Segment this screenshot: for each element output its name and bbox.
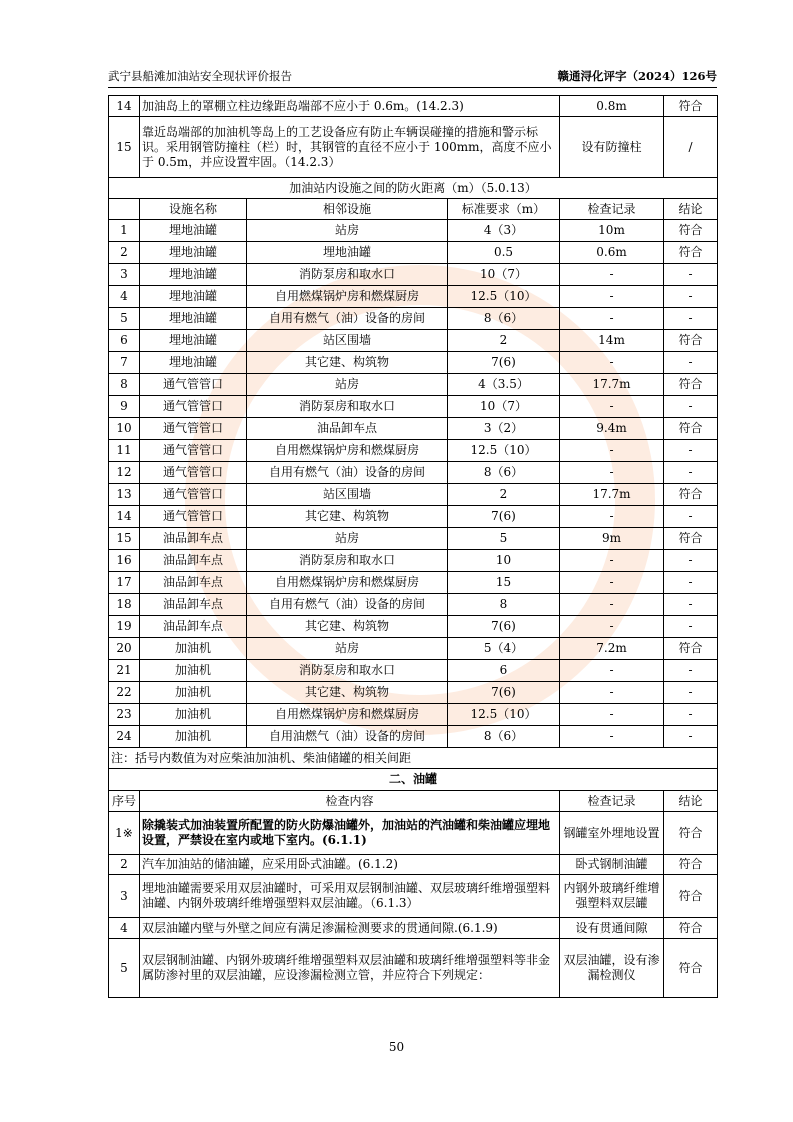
check-result: - xyxy=(664,352,718,374)
check-record: - xyxy=(560,352,664,374)
check-result: 符合 xyxy=(664,855,718,875)
adjacent-facility: 站房 xyxy=(247,374,448,396)
adjacent-facility: 自用燃煤锅炉房和燃煤厨房 xyxy=(247,286,448,308)
check-content: 埋地油罐需要采用双层油罐时，可采用双层钢制油罐、双层玻璃纤维增强塑料油罐、内钢外玻璃纤维增强塑料双层油罐。（6.1.3） xyxy=(140,875,560,918)
table-row xyxy=(109,572,718,594)
row-number: 1※ xyxy=(109,812,140,855)
standard-requirement: 10 xyxy=(448,550,560,572)
column-header: 序号 xyxy=(109,791,140,812)
check-result: 符合 xyxy=(664,918,718,939)
check-record: - xyxy=(560,308,664,330)
row-number: 10 xyxy=(109,418,140,440)
row-number: 7 xyxy=(109,352,140,374)
standard-requirement: 2 xyxy=(448,330,560,352)
table-row xyxy=(109,660,718,682)
table-row xyxy=(109,918,718,939)
column-header: 设施名称 xyxy=(140,199,247,220)
check-result: - xyxy=(664,726,718,748)
table-row xyxy=(109,418,718,440)
row-number: 24 xyxy=(109,726,140,748)
row-number: 3 xyxy=(109,875,140,918)
adjacent-facility: 埋地油罐 xyxy=(247,242,448,264)
facility-name: 通气管管口 xyxy=(140,506,247,528)
facility-name: 通气管管口 xyxy=(140,462,247,484)
table-row xyxy=(109,550,718,572)
adjacent-facility: 消防泵房和取水口 xyxy=(247,550,448,572)
check-result: - xyxy=(664,550,718,572)
check-content: 除撬装式加油装置所配置的防火防爆油罐外，加油站的汽油罐和柴油罐应埋地设置，严禁设在室内或地下室内。(6.1.1) xyxy=(140,812,560,855)
check-record: 10m xyxy=(560,220,664,242)
table-row xyxy=(109,242,718,264)
facility-name: 加油机 xyxy=(140,660,247,682)
adjacent-facility: 自用有燃气（油）设备的房间 xyxy=(247,308,448,330)
check-record: - xyxy=(560,550,664,572)
header-blank xyxy=(109,199,140,220)
standard-requirement: 5 xyxy=(448,528,560,550)
standard-requirement: 8（6） xyxy=(448,308,560,330)
table-row xyxy=(109,396,718,418)
report-title: 武宁县船滩加油站安全现状评价报告 xyxy=(108,69,292,83)
table-note: 注：括号内数值为对应柴油加油机、柴油储罐的相关间距 xyxy=(109,748,718,769)
row-number: 9 xyxy=(109,396,140,418)
adjacent-facility: 自用油燃气（油）设备的房间 xyxy=(247,726,448,748)
column-header: 检查记录 xyxy=(560,199,664,220)
facility-name: 油品卸车点 xyxy=(140,616,247,638)
table-row xyxy=(109,352,718,374)
standard-requirement: 8 xyxy=(448,594,560,616)
row-number: 17 xyxy=(109,572,140,594)
adjacent-facility: 消防泵房和取水口 xyxy=(247,396,448,418)
standard-requirement: 7(6) xyxy=(448,506,560,528)
table-row xyxy=(109,528,718,550)
standard-requirement: 10（7） xyxy=(448,396,560,418)
row-number: 22 xyxy=(109,682,140,704)
check-record: 17.7m xyxy=(560,484,664,506)
check-record: - xyxy=(560,704,664,726)
standard-requirement: 10（7） xyxy=(448,264,560,286)
check-result: / xyxy=(664,117,718,178)
table-row xyxy=(109,812,718,855)
check-record: - xyxy=(560,462,664,484)
check-content: 汽车加油站的储油罐，应采用卧式油罐。(6.1.2) xyxy=(140,855,560,875)
table-row xyxy=(109,594,718,616)
row-number: 5 xyxy=(109,939,140,998)
row-number: 16 xyxy=(109,550,140,572)
facility-name: 通气管管口 xyxy=(140,374,247,396)
table-row xyxy=(109,117,718,178)
table-row xyxy=(109,264,718,286)
adjacent-facility: 自用燃煤锅炉房和燃煤厨房 xyxy=(247,572,448,594)
facility-name: 加油机 xyxy=(140,726,247,748)
adjacent-facility: 自用燃煤锅炉房和燃煤厨房 xyxy=(247,704,448,726)
standard-requirement: 4（3.5） xyxy=(448,374,560,396)
header-row xyxy=(109,791,718,812)
check-result: 符合 xyxy=(664,374,718,396)
facility-name: 通气管管口 xyxy=(140,396,247,418)
adjacent-facility: 油品卸车点 xyxy=(247,418,448,440)
check-result: - xyxy=(664,264,718,286)
check-record: 设有防撞柱 xyxy=(560,117,664,178)
facility-name: 埋地油罐 xyxy=(140,242,247,264)
check-result: - xyxy=(664,704,718,726)
row-number: 21 xyxy=(109,660,140,682)
check-record: - xyxy=(560,616,664,638)
facility-name: 油品卸车点 xyxy=(140,594,247,616)
table-row xyxy=(109,220,718,242)
row-number: 12 xyxy=(109,462,140,484)
report-number: 赣通浔化评字（2024）126号 xyxy=(557,69,717,83)
table-row xyxy=(109,704,718,726)
check-result: - xyxy=(664,682,718,704)
inspection-table xyxy=(108,95,718,998)
facility-name: 埋地油罐 xyxy=(140,330,247,352)
check-record: - xyxy=(560,286,664,308)
table-row xyxy=(109,374,718,396)
check-result: - xyxy=(664,572,718,594)
standard-requirement: 12.5（10） xyxy=(448,704,560,726)
row-number: 4 xyxy=(109,918,140,939)
row-number: 8 xyxy=(109,374,140,396)
row-number: 19 xyxy=(109,616,140,638)
standard-requirement: 15 xyxy=(448,572,560,594)
check-result: 符合 xyxy=(664,220,718,242)
row-number: 13 xyxy=(109,484,140,506)
check-result: - xyxy=(664,594,718,616)
row-number: 23 xyxy=(109,704,140,726)
adjacent-facility: 站区围墙 xyxy=(247,484,448,506)
table-row xyxy=(109,286,718,308)
column-header: 检查内容 xyxy=(140,791,560,812)
adjacent-facility: 站房 xyxy=(247,220,448,242)
header-row xyxy=(109,199,718,220)
check-result: - xyxy=(664,616,718,638)
table-row xyxy=(109,638,718,660)
standard-requirement: 8（6） xyxy=(448,462,560,484)
check-record: - xyxy=(560,396,664,418)
row-number: 15 xyxy=(109,117,140,178)
adjacent-facility: 站房 xyxy=(247,638,448,660)
check-record: - xyxy=(560,506,664,528)
facility-name: 加油机 xyxy=(140,704,247,726)
column-header: 标准要求（m） xyxy=(448,199,560,220)
check-result: 符合 xyxy=(664,939,718,998)
adjacent-facility: 其它建、构筑物 xyxy=(247,616,448,638)
check-record: 14m xyxy=(560,330,664,352)
row-number: 2 xyxy=(109,242,140,264)
table-row xyxy=(109,875,718,918)
check-result: 符合 xyxy=(664,484,718,506)
check-result: 符合 xyxy=(664,418,718,440)
section-title-row xyxy=(109,769,718,791)
facility-name: 通气管管口 xyxy=(140,440,247,462)
check-record: 9.4m xyxy=(560,418,664,440)
row-number: 6 xyxy=(109,330,140,352)
row-number: 2 xyxy=(109,855,140,875)
standard-requirement: 12.5（10） xyxy=(448,440,560,462)
facility-name: 油品卸车点 xyxy=(140,572,247,594)
check-result: 符合 xyxy=(664,638,718,660)
standard-requirement: 7(6) xyxy=(448,616,560,638)
check-record: 设有贯通间隙 xyxy=(560,918,664,939)
check-record: - xyxy=(560,682,664,704)
facility-name: 加油机 xyxy=(140,638,247,660)
adjacent-facility: 消防泵房和取水口 xyxy=(247,264,448,286)
fire-distance-section-title: 加油站内设施之间的防火距离（m）（5.0.13） xyxy=(109,178,718,199)
check-record: - xyxy=(560,440,664,462)
row-number: 14 xyxy=(109,96,140,117)
table-row xyxy=(109,682,718,704)
adjacent-facility: 自用燃煤锅炉房和燃煤厨房 xyxy=(247,440,448,462)
check-result: 符合 xyxy=(664,875,718,918)
adjacent-facility: 消防泵房和取水口 xyxy=(247,660,448,682)
standard-requirement: 3（2） xyxy=(448,418,560,440)
adjacent-facility: 站房 xyxy=(247,528,448,550)
table-row xyxy=(109,440,718,462)
check-record: 内钢外玻璃纤维增强塑料双层罐 xyxy=(560,875,664,918)
check-record: 钢罐室外埋地设置 xyxy=(560,812,664,855)
check-result: - xyxy=(664,396,718,418)
column-header: 结论 xyxy=(664,791,718,812)
standard-requirement: 7(6) xyxy=(448,682,560,704)
table-row xyxy=(109,726,718,748)
adjacent-facility: 站区围墙 xyxy=(247,330,448,352)
facility-name: 埋地油罐 xyxy=(140,264,247,286)
check-result: - xyxy=(664,506,718,528)
adjacent-facility: 其它建、构筑物 xyxy=(247,682,448,704)
check-result: - xyxy=(664,660,718,682)
adjacent-facility: 自用有燃气（油）设备的房间 xyxy=(247,462,448,484)
check-result: 符合 xyxy=(664,330,718,352)
section-title-row xyxy=(109,178,718,199)
facility-name: 通气管管口 xyxy=(140,484,247,506)
facility-name: 通气管管口 xyxy=(140,418,247,440)
check-result: 符合 xyxy=(664,242,718,264)
standard-requirement: 0.5 xyxy=(448,242,560,264)
check-record: 双层油罐，设有渗漏检测仪 xyxy=(560,939,664,998)
row-number: 3 xyxy=(109,264,140,286)
table-row xyxy=(109,484,718,506)
check-result: - xyxy=(664,462,718,484)
page-header xyxy=(108,67,717,88)
row-number: 11 xyxy=(109,440,140,462)
table-row xyxy=(109,616,718,638)
row-number: 15 xyxy=(109,528,140,550)
facility-name: 油品卸车点 xyxy=(140,550,247,572)
facility-name: 油品卸车点 xyxy=(140,528,247,550)
check-content: 双层钢制油罐、内钢外玻璃纤维增强塑料双层油罐和玻璃纤维增强塑料等非金属防渗衬里的双层油罐，应设渗漏检测立管，并应符合下列规定： xyxy=(140,939,560,998)
adjacent-facility: 其它建、构筑物 xyxy=(247,506,448,528)
check-record: 7.2m xyxy=(560,638,664,660)
column-header: 检查记录 xyxy=(560,791,664,812)
check-content: 双层油罐内壁与外壁之间应有满足渗漏检测要求的贯通间隙.(6.1.9) xyxy=(140,918,560,939)
check-record: - xyxy=(560,264,664,286)
page-number: 50 xyxy=(388,1040,405,1054)
column-header: 相邻设施 xyxy=(247,199,448,220)
row-number: 1 xyxy=(109,220,140,242)
standard-requirement: 5（4） xyxy=(448,638,560,660)
table-row xyxy=(109,96,718,117)
check-result: - xyxy=(664,286,718,308)
check-record: - xyxy=(560,594,664,616)
check-record: - xyxy=(560,660,664,682)
check-result: 符合 xyxy=(664,96,718,117)
facility-name: 加油机 xyxy=(140,682,247,704)
table-row xyxy=(109,462,718,484)
standard-requirement: 12.5（10） xyxy=(448,286,560,308)
check-record: 0.8m xyxy=(560,96,664,117)
standard-requirement: 8（6） xyxy=(448,726,560,748)
check-result: 符合 xyxy=(664,528,718,550)
table-row xyxy=(109,939,718,998)
standard-requirement: 7(6) xyxy=(448,352,560,374)
check-record: 0.6m xyxy=(560,242,664,264)
standard-requirement: 6 xyxy=(448,660,560,682)
facility-name: 埋地油罐 xyxy=(140,220,247,242)
check-result: - xyxy=(664,440,718,462)
check-content: 加油岛上的罩棚立柱边缘距岛端部不应小于 0.6m。(14.2.3) xyxy=(140,96,560,117)
facility-name: 埋地油罐 xyxy=(140,352,247,374)
check-record: 卧式钢制油罐 xyxy=(560,855,664,875)
facility-name: 埋地油罐 xyxy=(140,308,247,330)
tank-section-title: 二、油罐 xyxy=(109,769,718,791)
check-record: 9m xyxy=(560,528,664,550)
standard-requirement: 2 xyxy=(448,484,560,506)
column-header: 结论 xyxy=(664,199,718,220)
row-number: 18 xyxy=(109,594,140,616)
facility-name: 埋地油罐 xyxy=(140,286,247,308)
adjacent-facility: 其它建、构筑物 xyxy=(247,352,448,374)
check-record: - xyxy=(560,572,664,594)
adjacent-facility: 自用有燃气（油）设备的房间 xyxy=(247,594,448,616)
check-content: 靠近岛端部的加油机等岛上的工艺设备应有防止车辆误碰撞的措施和警示标识。采用钢管防撞柱（栏）时，其钢管的直径不应小于 100mm，高度不应小于 0.5m，并应设置牢固。（14.2.3） xyxy=(140,117,560,178)
check-record: 17.7m xyxy=(560,374,664,396)
row-number: 14 xyxy=(109,506,140,528)
table-row xyxy=(109,330,718,352)
row-number: 20 xyxy=(109,638,140,660)
table-row xyxy=(109,855,718,875)
table-row xyxy=(109,308,718,330)
table-row xyxy=(109,506,718,528)
row-number: 5 xyxy=(109,308,140,330)
note-row xyxy=(109,748,718,769)
standard-requirement: 4（3） xyxy=(448,220,560,242)
row-number: 4 xyxy=(109,286,140,308)
check-result: 符合 xyxy=(664,812,718,855)
check-record: - xyxy=(560,726,664,748)
check-result: - xyxy=(664,308,718,330)
